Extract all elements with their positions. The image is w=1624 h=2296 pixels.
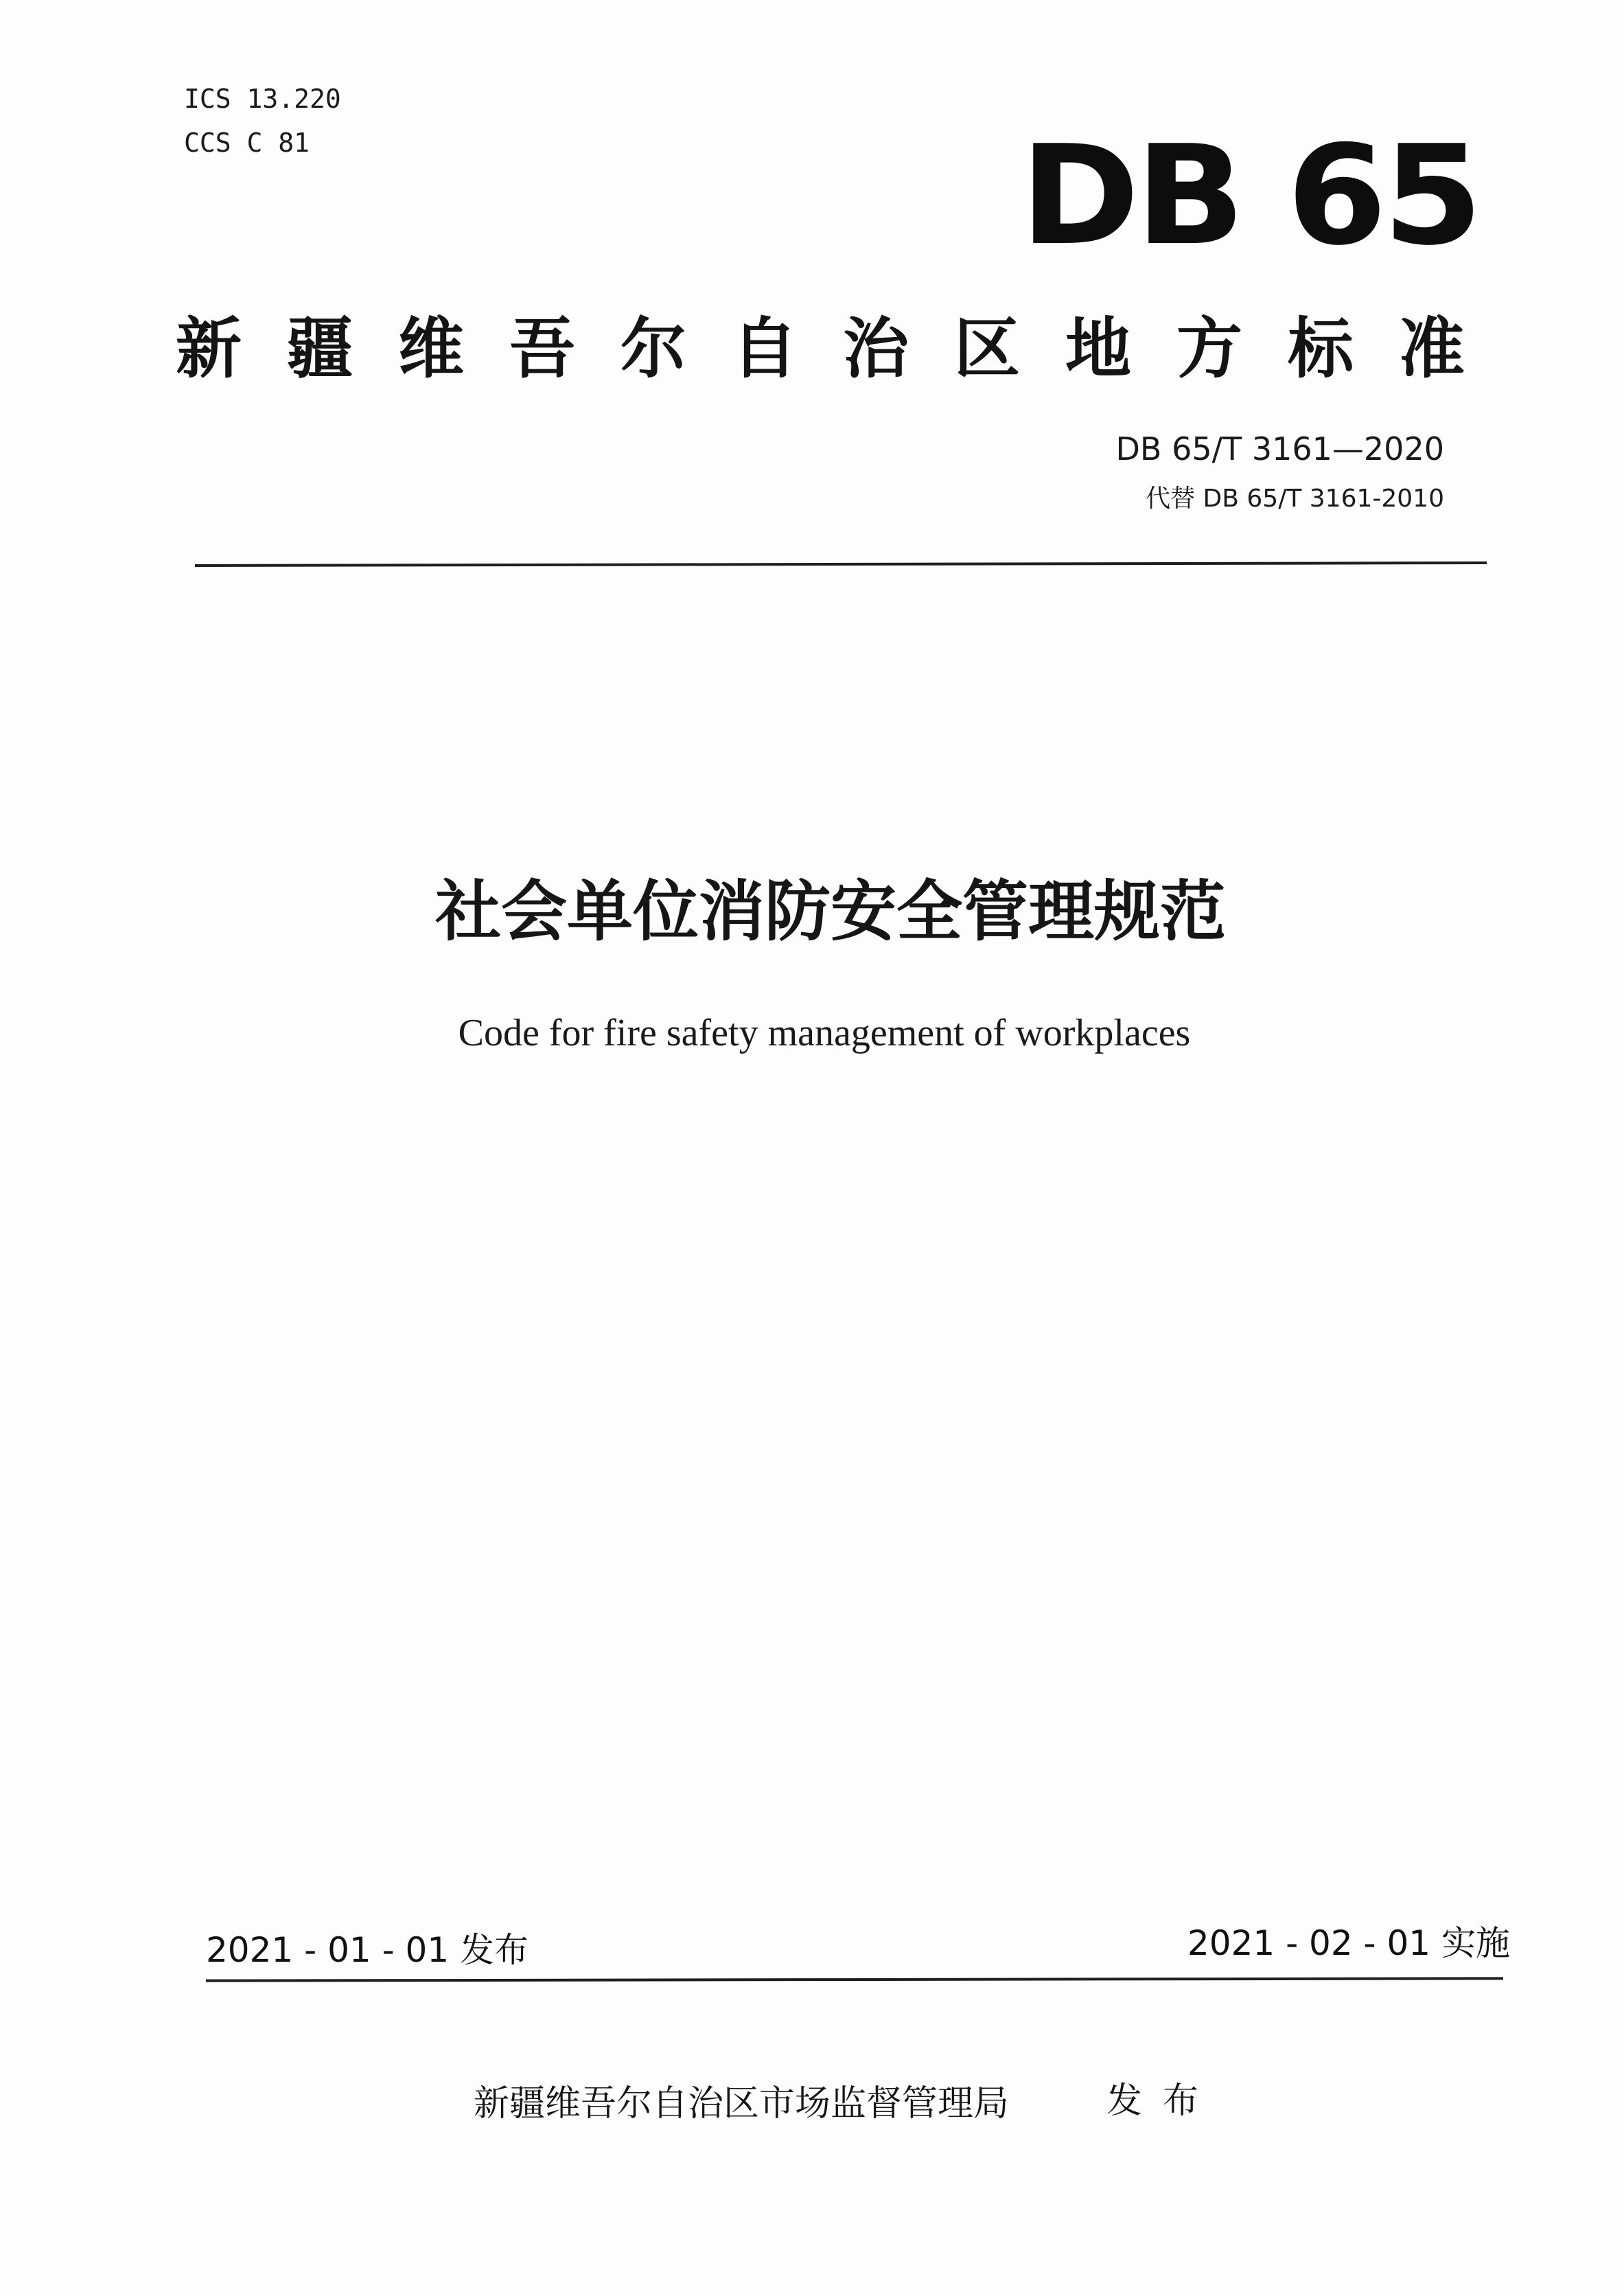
document-title-chinese: 社会单位消防安全管理规范 [435, 873, 1226, 950]
release-date: 2021 - 01 - 01 发布 [206, 1930, 529, 1970]
date-row [206, 1919, 1510, 1974]
publisher-name: 新疆维吾尔自治区市场监督管理局 [474, 2083, 1010, 2124]
standard-number: DB 65/T 3161—2020 [1115, 430, 1444, 467]
classification-codes [184, 77, 341, 165]
document-title-english: Code for fire safety management of workplaces [458, 1012, 1191, 1054]
db65-logo: DB 65 [1020, 116, 1479, 276]
ics-code: ICS 13.220 [184, 84, 341, 114]
effective-date: 2021 - 02 - 01 实施 [1187, 1923, 1510, 1963]
publisher-action: 发布 [1106, 2080, 1220, 2122]
top-divider [195, 561, 1487, 567]
ccs-code: CCS C 81 [184, 128, 310, 158]
replaces-standard: 代替 DB 65/T 3161-2010 [1146, 485, 1444, 513]
standard-category-heading: 新疆维吾尔自治区地方标准 [176, 310, 1510, 387]
bottom-divider [206, 1977, 1503, 1982]
